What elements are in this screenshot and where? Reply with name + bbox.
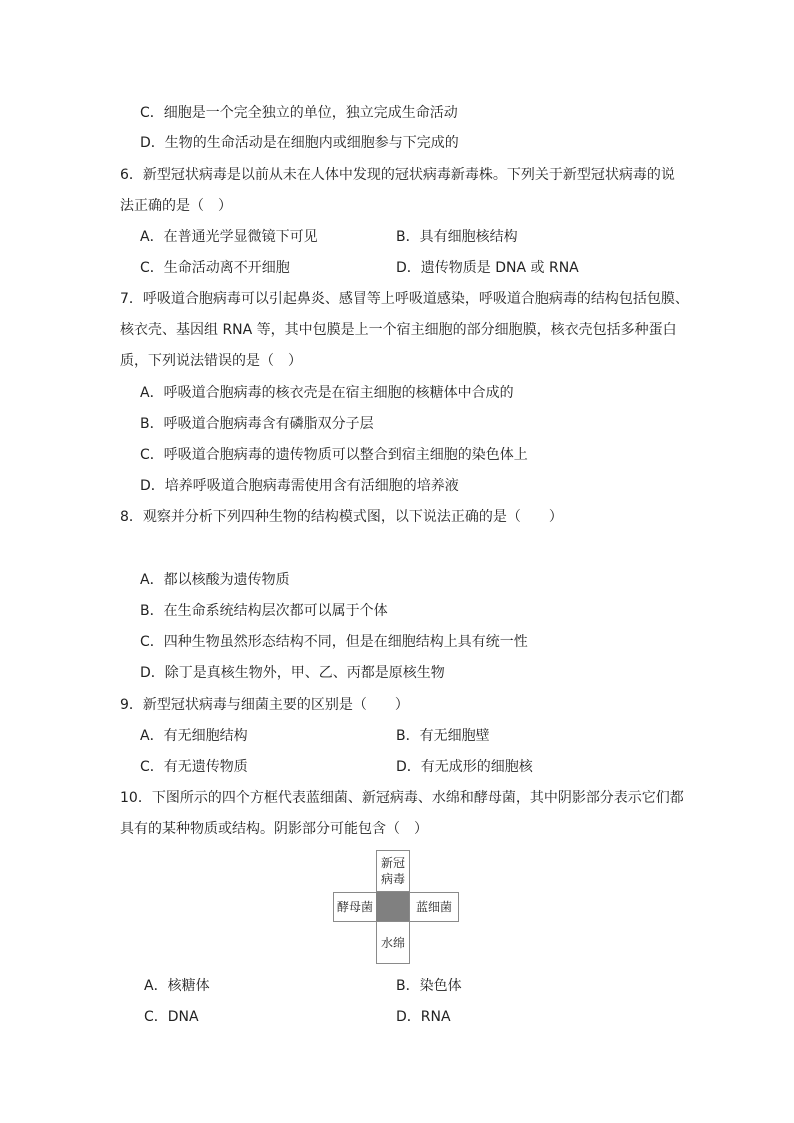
q7-option-c: C．呼吸道合胞病毒的遗传物质可以整合到宿主细胞的染色体上: [140, 447, 528, 463]
q9-option-d: D．有无成形的细胞核: [396, 759, 533, 775]
q6-stem-line2: 法正确的是（ ）: [120, 198, 232, 214]
q8-option-b: B．在生命系统结构层次都可以属于个体: [140, 603, 388, 619]
q7-stem-line3: 质，下列说法错误的是（ ）: [120, 353, 302, 369]
q8-option-c: C．四种生物虽然形态结构不同，但是在细胞结构上具有统一性: [140, 634, 528, 650]
organism-cross-diagram: [333, 850, 459, 964]
q10-option-d: D．RNA: [396, 1009, 451, 1025]
q10-option-a: A．核糖体: [144, 978, 210, 994]
q7-stem-line1: 7．呼吸道合胞病毒可以引起鼻炎、感冒等上呼吸道感染，呼吸道合胞病毒的结构包括包膜、: [120, 291, 689, 307]
q6-option-d: D．遗传物质是 DNA 或 RNA: [396, 260, 579, 276]
diagram-shaded-center: [376, 892, 410, 922]
diagram-box-coronavirus-line1: 新冠: [380, 856, 405, 870]
q6-option-c: C．生命活动离不开细胞: [140, 260, 290, 276]
q7-option-d: D．培养呼吸道合胞病毒需使用含有活细胞的培养液: [140, 478, 459, 494]
q8-stem: 8．观察并分析下列四种生物的结构模式图，以下说法正确的是（ ）: [120, 509, 563, 525]
q5-option-c: C．细胞是一个完全独立的单位，独立完成生命活动: [140, 105, 458, 121]
diagram-box-coronavirus: [376, 850, 410, 892]
diagram-box-cyanobacteria: 蓝细菌: [409, 892, 459, 922]
q7-stem-line2: 核衣壳、基因组 RNA 等，其中包膜是上一个宿主细胞的部分细胞膜，核衣壳包括多种蛋白: [120, 322, 677, 338]
q7-option-a: A．呼吸道合胞病毒的核衣壳是在宿主细胞的核糖体中合成的: [140, 385, 514, 401]
q8-option-d: D．除丁是真核生物外，甲、乙、丙都是原核生物: [140, 665, 445, 681]
q6-option-b: B．具有细胞核结构: [396, 229, 518, 245]
q10-option-c: C．DNA: [144, 1009, 199, 1025]
q9-option-b: B．有无细胞壁: [396, 728, 490, 744]
q9-stem: 9．新型冠状病毒与细菌主要的区别是（ ）: [120, 697, 409, 713]
q6-option-a: A．在普通光学显微镜下可见: [140, 229, 318, 245]
diagram-box-spirogyra: 水绵: [376, 921, 410, 964]
q5-option-d: D．生物的生命活动是在细胞内或细胞参与下完成的: [140, 135, 459, 151]
q8-option-a: A．都以核酸为遗传物质: [140, 572, 290, 588]
diagram-box-yeast: 酵母菌: [333, 892, 377, 922]
diagram-box-coronavirus-line2: 病毒: [380, 872, 405, 886]
q10-option-b: B．染色体: [396, 978, 462, 994]
q7-option-b: B．呼吸道合胞病毒含有磷脂双分子层: [140, 416, 374, 432]
q10-stem-line1: 10．下图所示的四个方框代表蓝细菌、新冠病毒、水绵和酵母菌，其中阴影部分表示它们都: [120, 790, 684, 806]
q6-stem-line1: 6．新型冠状病毒是以前从未在人体中发现的冠状病毒新毒株。下列关于新型冠状病毒的说: [120, 167, 675, 183]
q9-option-c: C．有无遗传物质: [140, 759, 248, 775]
q9-option-a: A．有无细胞结构: [140, 728, 248, 744]
q10-stem-line2: 具有的某种物质或结构。阴影部分可能包含（ ）: [120, 821, 428, 837]
